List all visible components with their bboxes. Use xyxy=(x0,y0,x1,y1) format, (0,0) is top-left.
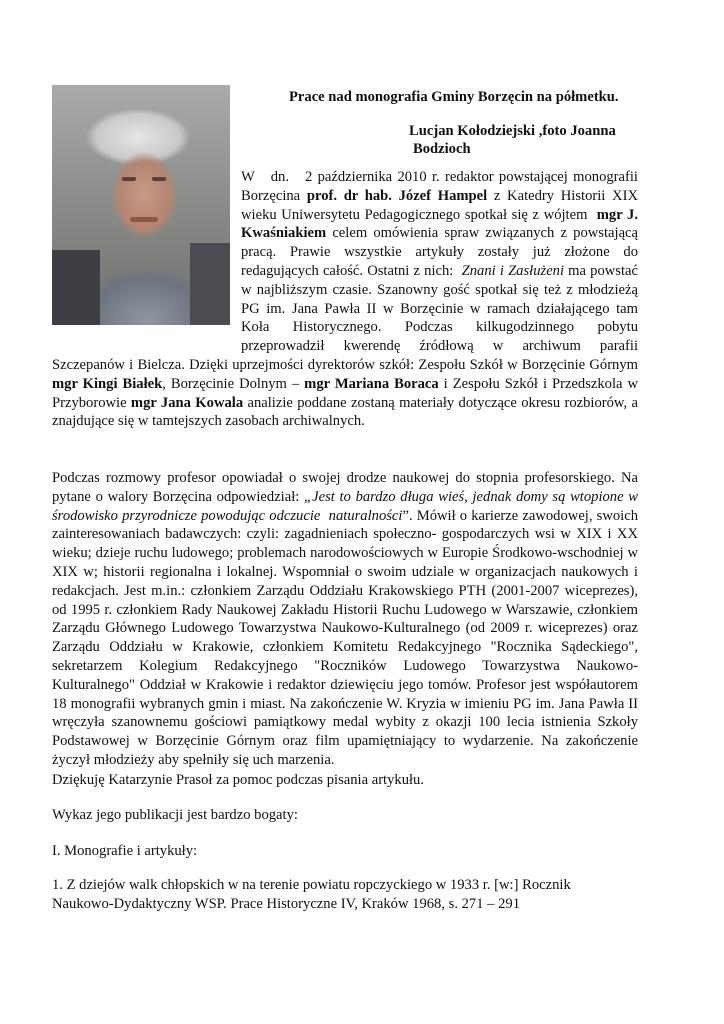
text-line: mgr Kingi Białek, Borzęcinie Dolnym – mgr Mariana Boraca i Zespołu Szkół i Przedszkola w xyxy=(52,375,639,392)
text-line: Kwaśniakiem celem omówienia spraw związanych z powstającą xyxy=(241,225,638,242)
author-portrait-photo xyxy=(52,85,230,325)
publication-item-1 xyxy=(52,876,652,914)
text-line: sekretarzem Kolegium Redakcyjnego "Roczników Ludowego Towarzystwa Naukowo- xyxy=(52,657,638,674)
text-line: przeprowadził kwerendę źródłową w archiwum parafii xyxy=(241,338,638,355)
photo-eye-left xyxy=(122,177,136,181)
text-line: od 1995 r. członkiem Rady Naukowej Zakładu Historii Ruchu Ludowego w Warszawie, członkiem xyxy=(52,601,638,618)
photo-eye-right xyxy=(152,177,166,181)
text-line: Zarządu Głównego Ludowego Towarzystwa Naukowo-Kulturalnego (od 2009 r. wiceprezes) oraz xyxy=(52,620,638,637)
byline-line-2: Bodzioch xyxy=(413,141,471,157)
section-heading: I. Monografie i artykuły: xyxy=(52,843,198,859)
text-line: znajdujące się w tamtejszych zasobach archiwalnych. xyxy=(52,413,365,430)
article-byline xyxy=(409,122,639,158)
photo-jacket-right xyxy=(190,243,230,325)
intro-paragraph-wrapped xyxy=(241,168,638,356)
text-line: pracą. Prawie wszystkie artykuły zostały już złożone do xyxy=(241,244,638,261)
text-line: Koła Historycznego. Podczas kilkugodzinnego pobytu xyxy=(241,319,638,336)
text-line: XIX w; historii regionalna i lokalnej. Wspomniał o swoim udziale w organizacjach naukowych i xyxy=(52,563,638,580)
text-line: Podczas rozmowy profesor opowiadał o swojej drodze naukowej do stopnia profesorskiego. Na xyxy=(52,470,638,486)
text-line: W dn. 2 października 2010 r. redaktor powstającej monografii xyxy=(241,169,638,185)
text-line: środowisko przyrodnicze powodując odczucie naturalności”. Mówił o karierze zawodowej, swoich xyxy=(52,507,638,524)
publication-item-1-line-1: 1. Z dziejów walk chłopskich w na terenie powiatu ropczyckiego w 1933 r. [w:] Rocznik xyxy=(52,877,571,893)
photo-mouth xyxy=(130,217,158,222)
text-line: życzył młodzieży aby spełniły się uch marzenia. xyxy=(52,751,335,768)
text-line: redagujących całość. Ostatni z nich: Znani i Zasłużeni ma powstać xyxy=(241,262,638,279)
text-line: Podstawowej w Borzęcinie Górnym oraz film upamiętniający to wydarzenie. Na zakończenie xyxy=(52,733,638,750)
photo-jacket-left xyxy=(52,250,100,325)
text-line: Kulturalnego" Oddział w Krakowie i redaktor dziewięciu jego tomów. Profesor jest współautorem xyxy=(52,676,638,693)
interview-paragraph xyxy=(52,469,638,770)
text-line: redakcjach. Jest m.in.: członkiem Zarządu Oddziału Krakowskiego PTH (2001-2007 wiceprezes), xyxy=(52,582,638,599)
intro-paragraph-continued xyxy=(52,356,638,431)
text-line: w najbliższym czasie. Szanowny gość spotkał się też z młodzieżą xyxy=(241,281,638,298)
text-line: Przyborowie mgr Jana Kowala analizie poddane zostaną materiały dotyczące okresu rozbiorów, a xyxy=(52,394,638,411)
text-line: zainteresowaniach badawczych: czyli: zagadnieniach społeczno- gospodarczych wsi w XIX i XX xyxy=(52,526,638,543)
text-line: wieku; dzieje ruchu ludowego; problemach narodowościowych w Europie Środkowo-wschodniej w xyxy=(52,545,638,562)
text-line: PG im. Jana Pawła II w Borzęcinie w ramach działającego tam xyxy=(241,300,638,317)
text-line: Zarządu Oddziału w Krakowie, członkiem Komitetu Redakcyjnego "Rocznika Sądeckiego", xyxy=(52,639,638,656)
text-line: Szczepanów i Bielcza. Dzięki uprzejmości dyrektorów szkół: Zespołu Szkół w Borzęcinie Górnym xyxy=(52,357,638,373)
text-line: pytane o walory Borzęcina odpowiedział: „Jest to bardzo długa wieś, jednak domy są wtopione w xyxy=(52,488,639,505)
text-line: wieku Uniwersytetu Pedagogicznego spotkał się z wójtem mgr J. xyxy=(241,206,638,223)
article-title: Prace nad monografia Gminy Borzęcin na półmetku. xyxy=(289,89,619,105)
text-line: Borzęcina prof. dr hab. Józef Hampel z Katedry Historii XIX xyxy=(241,187,638,204)
publication-item-1-line-2: Naukowo-Dydaktyczny WSP. Prace Historyczne IV, Kraków 1968, s. 271 – 291 xyxy=(52,895,521,912)
thanks-line: Dziękuję Katarzynie Prasoł za pomoc podczas pisania artykułu. xyxy=(52,772,425,788)
byline-line-1: Lucjan Kołodziejski ,foto Joanna xyxy=(409,123,616,139)
text-line: wręczyła szanownemu gościowi pamiątkowy medal wybity z okazji 100 lecia istnienia Szkoły xyxy=(52,714,638,731)
text-line: 18 monografii wybranych gmin i miast. Na zakończenie W. Kryzia w imieniu PG im. Jana Pawła II xyxy=(52,695,638,712)
publications-intro: Wykaz jego publikacji jest bardzo bogaty: xyxy=(52,807,298,823)
